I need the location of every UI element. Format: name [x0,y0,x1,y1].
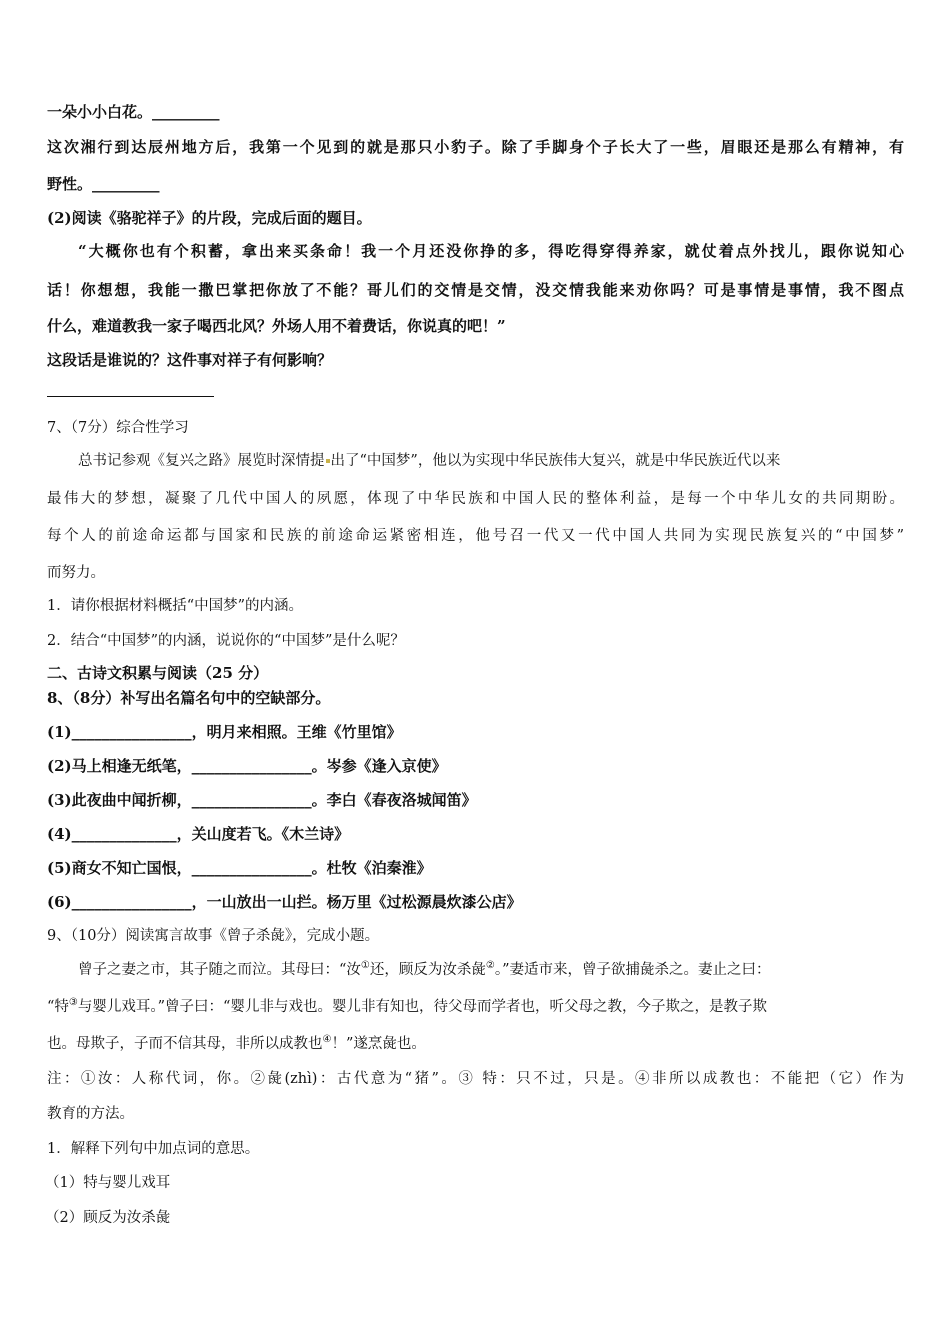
question-title: 8、（8分）补写出名篇名句中的空缺部分。 [47,689,331,707]
fill-blank-item: (2)马上相逢无纸笔，________________。岑参《逢入京使》 [47,757,447,775]
footnote-mark: ① [360,960,370,972]
passage-line [47,997,904,1017]
passage-text: 。”妻适市来，曾子欲捕彘杀之。妻止之曰： [494,962,771,978]
quote-line: “大概你也有个积蓄，拿出来买条命！我一个月还没你挣的多，得吃得穿得养家，就仗着点外找儿，跟你说知心 [78,242,904,260]
annotation-line: 注：①汝：人称代词，你。②彘(zhì)：古代意为“猪”。③ 特：只不过，只是。④非所以成教也：不能把（它）作为 [47,1071,904,1087]
passage-text: 与婴儿戏耳。”曾子曰：“婴儿非与戏也。婴儿非有知也，待父母而学者也，听父母之教，今子欺之，是教子欺 [77,999,767,1015]
text-line: 这次湘行到达辰州地方后，我第一个见到的就是那只小豹子。除了手脚身个子长大了一些，眉眼还是那么有精神，有 [47,138,904,156]
sub-question: 1．解释下列句中加点词的意思。 [47,1141,260,1157]
passage-line [78,451,904,471]
fill-blank-item: (5)商女不知亡国恨，________________。杜牧《泊秦淮》 [47,859,432,877]
text-line: 一朵小小白花。_________ [47,103,220,121]
highlight-mark [326,459,330,463]
fill-blank-item: (1)________________，明月来相照。王维《竹里馆》 [47,723,402,741]
passage-line: 而努力。 [47,565,105,581]
sub-question-item: （2）顾反为汝杀彘 [45,1210,171,1226]
passage-text: 曾子之妻之市，其子随之而泣。其母曰：“汝 [78,962,361,978]
passage-text: ！”遂烹彘也。 [331,1036,426,1052]
footnote-mark: ② [485,960,495,972]
question-title: 7、（7分）综合性学习 [47,420,189,436]
passage-text: 出了“中国梦”，他以为实现中华民族伟大复兴，就是中华民族近代以来 [330,453,781,469]
section-title: 二、古诗文积累与阅读（25 分） [47,664,269,682]
fill-blank-item: (6)________________，一山放出一山拦。杨万里《过松源晨炊漆公店》 [47,893,522,911]
sub-question: 1．请你根据材料概括“中国梦”的内涵。 [47,598,304,614]
text-line: 野性。_________ [47,175,160,193]
quote-line: 话！你想想，我能一撒巴掌把你放了不能？哥儿们的交情是交情，没交情我能来劝你吗？可是事情是事情，我不图点 [47,281,904,299]
passage-text: 总书记参观《复兴之路》展览时深情提 [78,453,325,469]
question-subpart: (2)阅读《骆驼祥子》的片段，完成后面的题目。 [47,209,372,227]
passage-text: 还，顾反为汝杀彘 [369,962,486,978]
passage-line: 最伟大的梦想，凝聚了几代中国人的夙愿，体现了中华民族和中国人民的整体利益，是每一个中华儿女的共同期盼。 [47,491,904,507]
annotation-line: 教育的方法。 [47,1106,134,1122]
passage-line [78,960,904,980]
fill-blank-item: (4)______________，关山度若飞。《木兰诗》 [47,825,350,843]
quote-line: 什么，难道教我一家子喝西北风？外场人用不着费话，你说真的吧！” [47,317,506,335]
footnote-mark: ③ [68,997,78,1009]
footnote-mark: ④ [322,1034,332,1046]
passage-line: 每个人的前途命运都与国家和民族的前途命运紧密相连，他号召一代又一代中国人共同为实现民族复兴的“中国梦” [47,528,904,544]
answer-line [47,396,214,397]
fill-blank-item: (3)此夜曲中闻折柳，________________。李白《春夜洛城闻笛》 [47,791,477,809]
passage-text: “特 [47,999,69,1015]
question-prompt: 这段话是谁说的？这件事对祥子有何影响？ [47,351,333,369]
sub-question-item: （1）特与婴儿戏耳 [45,1175,171,1191]
passage-line [47,1034,426,1054]
passage-text: 也。母欺子，子而不信其母，非所以成教也 [47,1036,323,1052]
sub-question: 2．结合“中国梦”的内涵，说说你的“中国梦”是什么呢？ [47,633,405,649]
question-title: 9、（10分）阅读寓言故事《曾子杀彘》，完成小题。 [47,928,380,944]
